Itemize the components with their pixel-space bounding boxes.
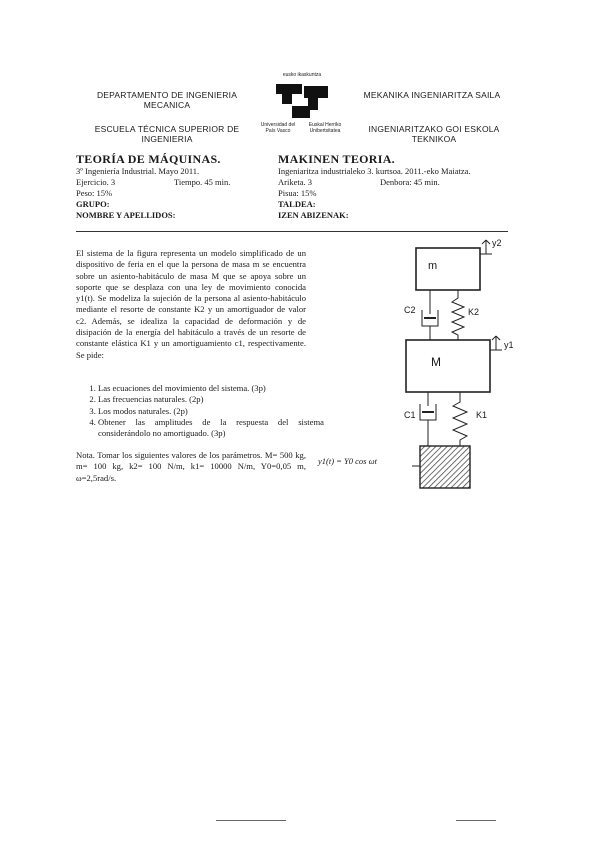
right-department: MEKANIKA INGENIARITZA SAILA (363, 90, 501, 100)
spring-k1 (453, 392, 467, 446)
task-list (76, 383, 324, 439)
label-input-motion: y1(t) = Y0 cos ωt (318, 456, 377, 466)
task-item: 2. Las frecuencias naturales. (2p) (98, 394, 324, 405)
label-k1: K1 (476, 410, 488, 420)
left-school: ESCUELA TÉCNICA SUPERIOR DE INGENIERIA (94, 124, 240, 144)
exercise-es: Ejercicio. 3 (76, 177, 116, 187)
logo-mark-icon (274, 80, 330, 120)
university-logo (262, 72, 342, 144)
course-eu: Ingeniaritza industrialeko 3. kurtsoa. 2011.-eko Maiatza. (278, 166, 471, 176)
note: Nota. Tomar los siguientes valores de los parámetros. M= 500 kg, m= 100 kg, k2= 100 N/m, k1= 10000 N/m, Y0=0,05 m, ω=2,5rad/s. (76, 450, 306, 483)
task-item: 1. Las ecuaciones del movimiento del sistema. (3p) (98, 383, 324, 394)
label-mass-M: M (431, 355, 441, 369)
task-item: 4. Obtener las amplitudes de la respuesta del sistema considerándolo no amortiguado. (3p) (98, 417, 324, 440)
weight-es: Peso: 15% (76, 188, 113, 198)
mass-M-block (406, 340, 490, 392)
name-es: NOMBRE Y APELLIDOS: (76, 210, 176, 220)
label-k2: K2 (468, 307, 480, 317)
footer-line (456, 820, 496, 821)
group-es: GRUPO: (76, 199, 110, 209)
footer-line (216, 820, 286, 821)
label-mass-m: m (428, 260, 438, 272)
name-eu: IZEN ABIZENAK: (278, 210, 349, 220)
logo-left-text: Universidad del País Vasco (260, 122, 296, 134)
group-eu: TALDEA: (278, 199, 316, 209)
title-eu: MAKINEN TEORIA. (278, 152, 395, 166)
time-es: Tiempo. 45 min. (174, 177, 231, 187)
logo-right-text: Euskal Herriko Unibertsitatea (308, 122, 342, 134)
title-es: TEORÍA DE MÁQUINAS. (76, 152, 221, 166)
logo-top-text: eusko ikaskuntza (282, 72, 322, 78)
moving-support-block (420, 446, 470, 488)
spring-k2 (452, 290, 464, 340)
task-item: 3. Los modos naturales. (2p) (98, 406, 324, 417)
course-es: 3º Ingeniería Industrial. Mayo 2011. (76, 166, 200, 176)
weight-eu: Pisua: 15% (278, 188, 317, 198)
left-department: DEPARTAMENTO DE INGENIERIA MECANICA (96, 90, 238, 110)
mass-m-block (416, 248, 480, 290)
meta-es (76, 166, 276, 221)
meta-eu (278, 166, 508, 221)
header-divider (76, 231, 508, 232)
label-y1: y1 (504, 340, 514, 350)
problem-statement: El sistema de la figura representa un modelo simplificado de un dispositivo de feria en el que la persona de masa m se encuentra sobre un asiento-habitáculo de masa M que se apoya sobre un soporte que se desplaza con una ley de movimiento conocida y1(t). Se modeliza la sujeción de la persona al asiento-habitáculo mediante el resorte de constante K2 y un amortiguador de valor c2. Además, se idealiza la capacidad de deformación y de disipación de la energía del habitáculo a través de un resorte de constante elástica K1 y un amortiguamiento c1, respectivamente. Se pide: (76, 248, 306, 360)
time-eu: Denbora: 45 min. (380, 177, 440, 187)
exercise-eu: Ariketa. 3 (278, 177, 312, 187)
label-y2: y2 (492, 238, 502, 248)
right-school: INGENIARITZAKO GOI ESKOLA TEKNIKOA (368, 124, 500, 144)
label-c1: C1 (404, 410, 416, 420)
label-c2: C2 (404, 305, 416, 315)
